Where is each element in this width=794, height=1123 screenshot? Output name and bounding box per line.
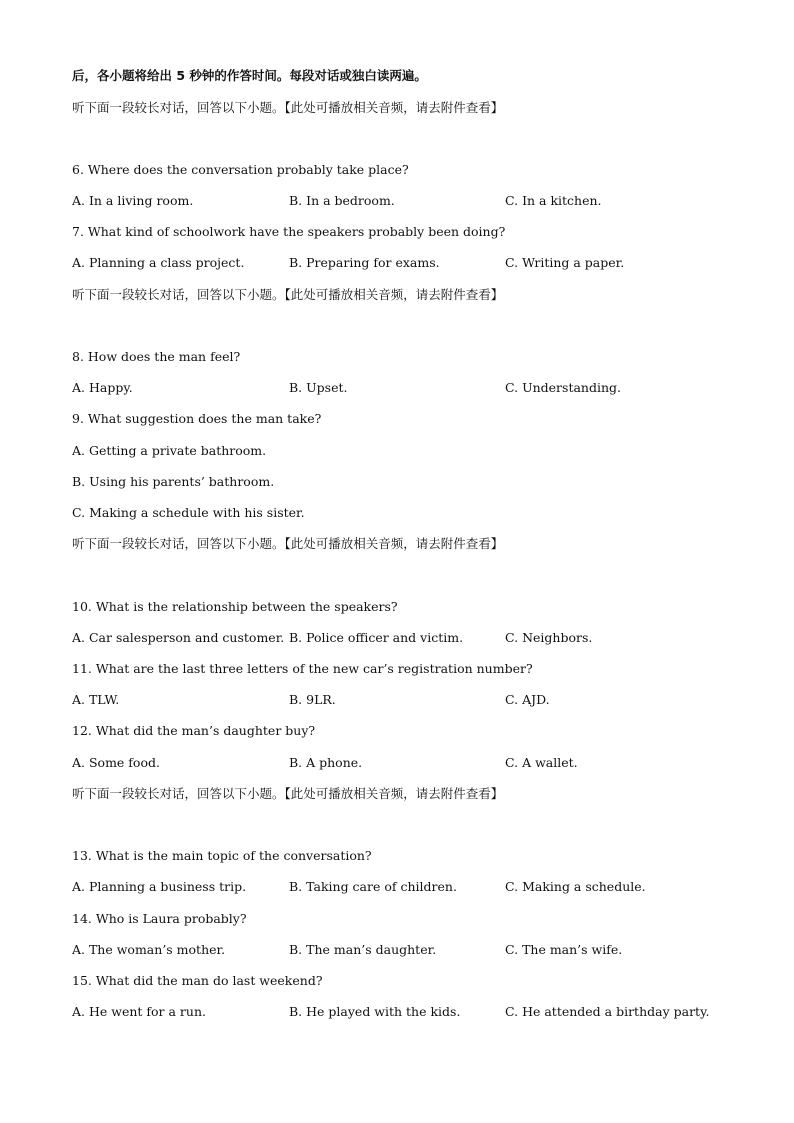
q10-option-a: A. Car salesperson and customer. [72,630,285,645]
q13-option-b: B. Taking care of children. [289,879,457,894]
q7-option-a: A. Planning a class project. [72,255,245,270]
q15-option-a: A. He went for a run. [72,1004,206,1019]
q8-option-b: B. Upset. [289,380,348,395]
q8-option-a: A. Happy. [72,380,133,395]
question-6: 6. Where does the conversation probably take place? [72,162,409,177]
section-instruction: 听下面一段较长对话，回答以下小题。【此处可播放相关音频，请去附件查看】 [72,786,504,801]
question-10: 10. What is the relationship between the speakers? [72,599,398,614]
q6-option-a: A. In a living room. [72,193,194,208]
q11-option-c: C. AJD. [505,692,550,707]
q14-option-c: C. The man’s wife. [505,942,623,957]
question-7: 7. What kind of schoolwork have the speakers probably been doing? [72,224,506,239]
question-11: 11. What are the last three letters of the new car’s registration number? [72,661,533,676]
q7-option-b: B. Preparing for exams. [289,255,440,270]
q14-option-a: A. The woman’s mother. [72,942,226,957]
q7-option-c: C. Writing a paper. [505,255,625,270]
q11-option-a: A. TLW. [72,692,120,707]
question-15: 15. What did the man do last weekend? [72,973,323,988]
q12-option-c: C. A wallet. [505,755,578,770]
q15-option-c: C. He attended a birthday party. [505,1004,710,1019]
q13-option-c: C. Making a schedule. [505,879,646,894]
q9-option-c: C. Making a schedule with his sister. [72,505,305,520]
question-9: 9. What suggestion does the man take? [72,411,322,426]
q13-option-a: A. Planning a business trip. [72,879,247,894]
section-instruction: 听下面一段较长对话，回答以下小题。【此处可播放相关音频，请去附件查看】 [72,536,504,551]
q11-option-b: B. 9LR. [289,692,336,707]
q6-option-c: C. In a kitchen. [505,193,602,208]
section-instruction: 听下面一段较长对话，回答以下小题。【此处可播放相关音频，请去附件查看】 [72,287,504,302]
q12-option-a: A. Some food. [72,755,160,770]
q8-option-c: C. Understanding. [505,380,621,395]
question-14: 14. Who is Laura probably? [72,911,247,926]
q10-option-c: C. Neighbors. [505,630,593,645]
q12-option-b: B. A phone. [289,755,363,770]
q15-option-b: B. He played with the kids. [289,1004,461,1019]
q10-option-b: B. Police officer and victim. [289,630,464,645]
q6-option-b: B. In a bedroom. [289,193,395,208]
question-13: 13. What is the main topic of the conversation? [72,848,372,863]
q9-option-a: A. Getting a private bathroom. [72,443,267,458]
q14-option-b: B. The man’s daughter. [289,942,437,957]
question-12: 12. What did the man’s daughter buy? [72,723,316,738]
section-instruction: 听下面一段较长对话，回答以下小题。【此处可播放相关音频，请去附件查看】 [72,100,504,115]
intro-text: 后，各小题将给出 5 秒钟的作答时间。每段对话或独白读两遍。 [72,68,427,83]
q9-option-b: B. Using his parents’ bathroom. [72,474,275,489]
question-8: 8. How does the man feel? [72,349,241,364]
